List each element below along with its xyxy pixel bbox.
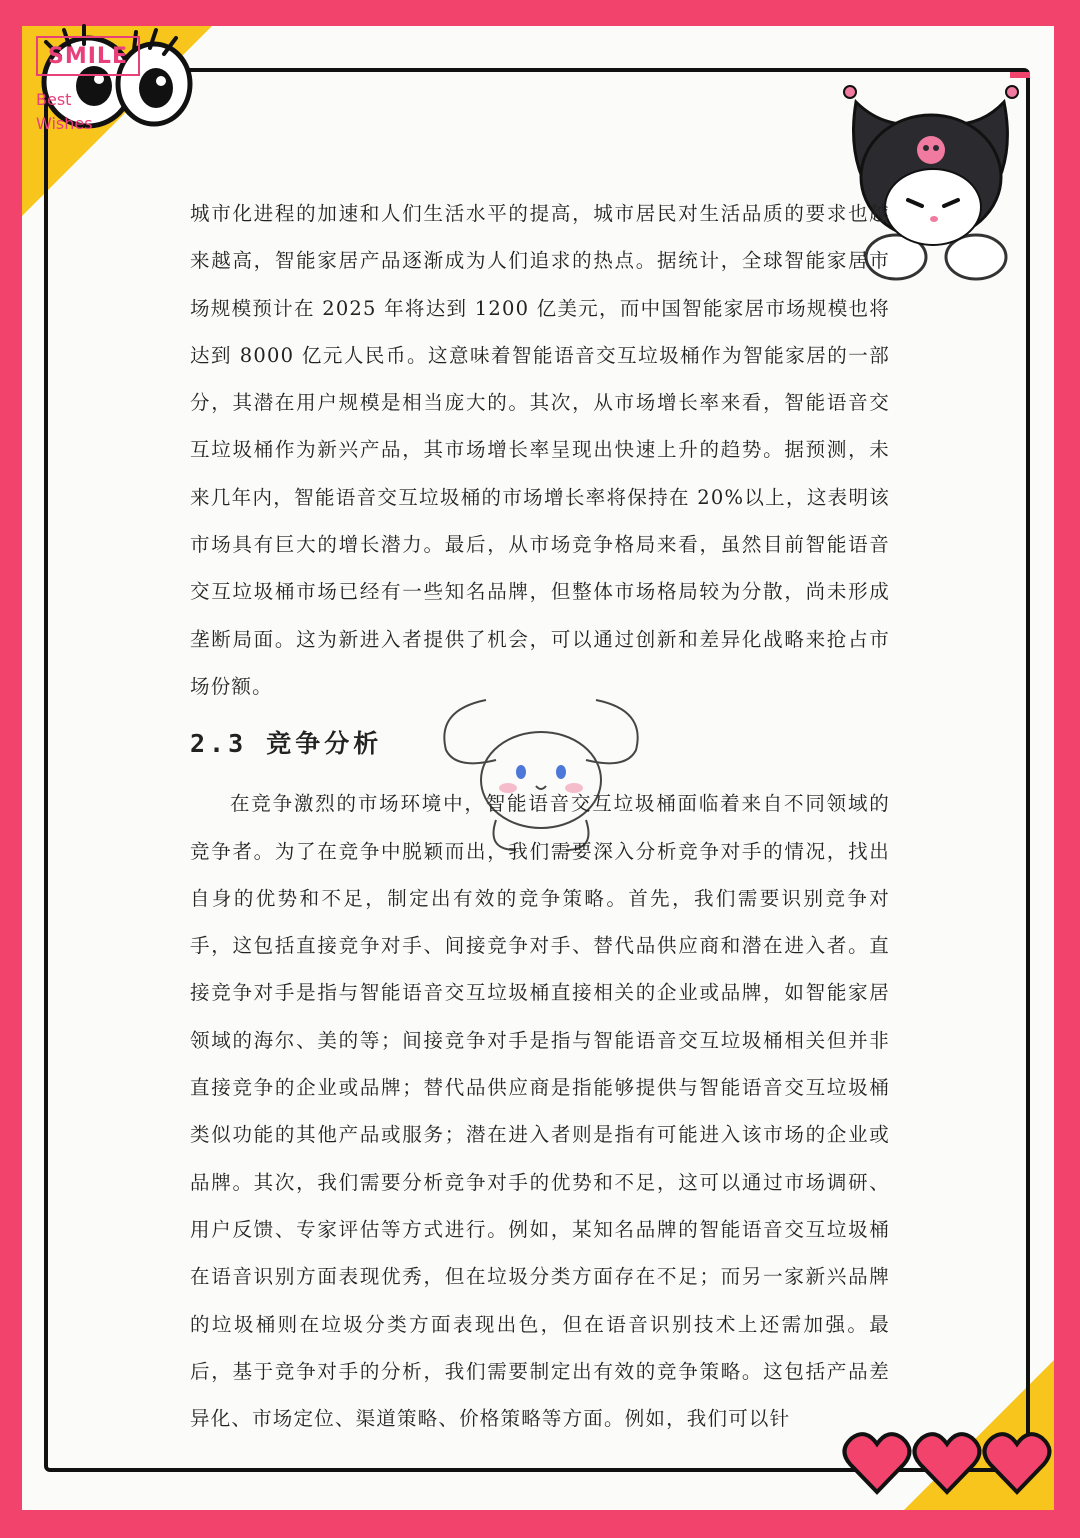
paragraph-competition: 在竞争激烈的市场环境中，智能语音交互垃圾桶面临着来自不同领域的竞争者。为了在竞争中脱颖而出，我们需要深入分析竞争对手的情况，找出自身的优势和不足，制定出有效的竞争策略。首先，我们需要识别竞争对手，这包括直接竞争对手、间接竞争对手、替代品供应商和潜在进入者。直接竞争对手是指与智能语音交互垃圾桶直接相关的企业或品牌，如智能家居领域的海尔、美的等；间接竞争对手是指与智能语音交互垃圾桶相关但并非直接竞争的企业或品牌；替代品供应商是指能够提供与智能语音交互垃圾桶类似功能的其他产品或服务；潜在进入者则是指有可能进入该市场的企业或品牌。其次，我们需要分析竞争对手的优势和不足，这可以通过市场调研、用户反馈、专家评估等方式进行。例如，某知名品牌的智能语音交互垃圾桶在语音识别方面表现优秀，但在垃圾分类方面存在不足；而另一家新兴品牌的垃圾桶则在垃圾分类方面表现出色，但在语音识别技术上还需加强。最后，基于竞争对手的分析，我们需要制定出有效的竞争策略。这包括产品差异化、市场定位、渠道策略、价格策略等方面。例如，我们可以针	[190, 792, 890, 1431]
heart-icon	[914, 1434, 979, 1492]
paragraph-market-size: 城市化进程的加速和人们生活水平的提高，城市居民对生活品质的要求也越来越高，智能家居产品逐渐成为人们追求的热点。据统计，全球智能家居市场规模预计在 2025 年将达到 1200 亿美元，而中国智能家居市场规模也将达到 8000 亿元人民币。这意味着智能语音交互垃圾桶作为智能家居的一部分，其潜在用户规模是相当庞大的。其次，从市场增长率来看，智能语音交互垃圾桶作为新兴产品，其市场增长率呈现出快速上升的趋势。据预测，未来几年内，智能语音交互垃圾桶的市场增长率将保持在 20%以上，这表明该市场具有巨大的增长潜力。最后，从市场竞争格局来看，虽然目前智能语音交互垃圾桶市场已经有一些知名品牌，但整体市场格局较为分散，尚未形成垄断局面。这为新进入者提供了机会，可以通过创新和差异化战略来抢占市场份额。	[190, 202, 890, 698]
document-body	[190, 190, 890, 1442]
smile-badge	[36, 36, 140, 76]
heart-icon	[844, 1434, 909, 1492]
badge-line-2: Wishes	[36, 114, 93, 133]
hearts-decoration	[842, 1428, 1052, 1498]
badge-line-1: Best	[36, 90, 72, 109]
heart-icon	[984, 1434, 1049, 1492]
badge-title: SMILE	[48, 43, 128, 69]
badge-subtitle	[36, 88, 93, 136]
section-heading: 2.3 竞争分析	[190, 729, 383, 759]
